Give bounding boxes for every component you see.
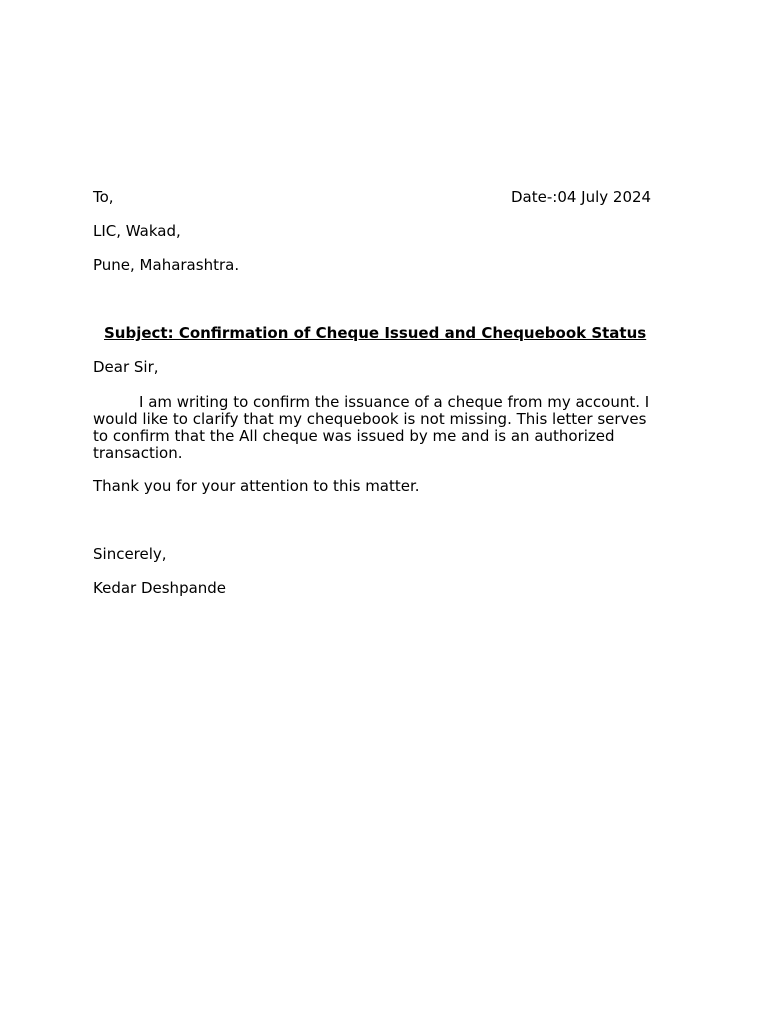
body-line-2: would like to clarify that my chequebook is not missing. This letter serves [93, 410, 647, 428]
body-line-3: to confirm that the All cheque was issued by me and is an authorized [93, 427, 615, 445]
address-line-2: Pune, Maharashtra. [93, 256, 240, 274]
thanks-line: Thank you for your attention to this matter. [93, 477, 420, 495]
body-line-4: transaction. [93, 444, 183, 462]
signature-name: Kedar Deshpande [93, 579, 227, 597]
salutation: Dear Sir, [93, 358, 159, 376]
recipient-to: To, [93, 188, 114, 206]
closing: Sincerely, [93, 545, 167, 563]
letter-body [93, 394, 673, 462]
body-line-1-text: I am writing to confirm the issuance of a cheque from my account. I [139, 393, 650, 411]
letter-subject: Subject: Confirmation of Cheque Issued and Chequebook Status [104, 324, 647, 342]
body-line-1 [93, 394, 673, 411]
address-line-1: LIC, Wakad, [93, 222, 181, 240]
letter-date: Date-:04 July 2024 [511, 188, 652, 206]
